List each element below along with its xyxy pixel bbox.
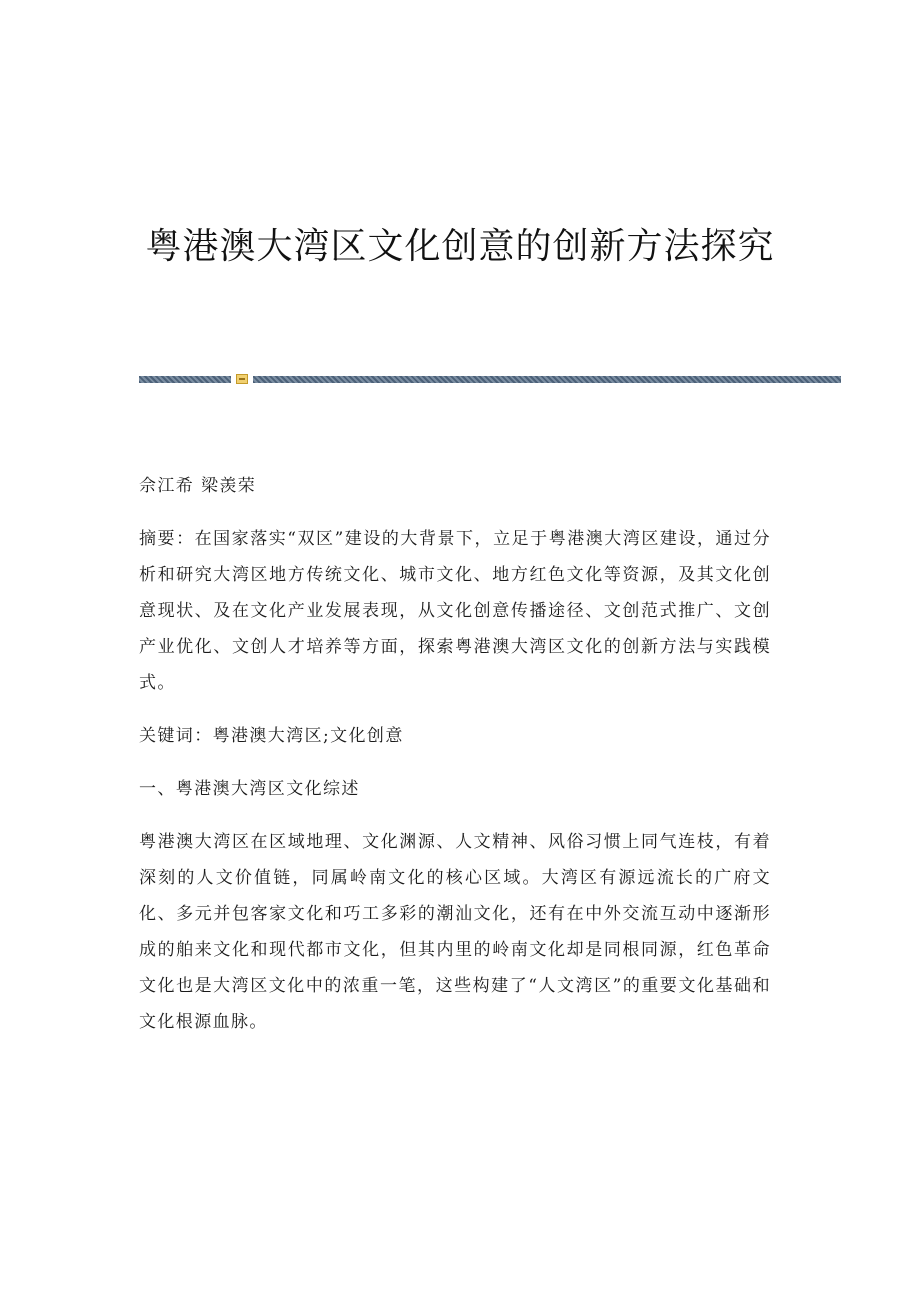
abstract bbox=[139, 521, 771, 701]
abstract-label: 摘要： bbox=[139, 529, 195, 549]
divider-ornament-icon bbox=[236, 374, 248, 384]
keywords bbox=[139, 718, 771, 754]
decorative-divider bbox=[139, 374, 841, 384]
divider-bar-right bbox=[253, 376, 841, 383]
keywords-text: 粤港澳大湾区;文化创意 bbox=[212, 726, 404, 746]
abstract-text: 在国家落实“双区”建设的大背景下，立足于粤港澳大湾区建设，通过分析和研究大湾区地方传统文化、城市文化、地方红色文化等资源，及其文化创意现状、及在文化产业发展表现，从文化创意传播途径、文创范式推广、文创产业优化、文创人才培养等方面，探索粤港澳大湾区文化的创新方法与实践模式。 bbox=[139, 529, 771, 693]
keywords-label: 关键词： bbox=[139, 726, 213, 746]
authors: 佘江希 梁羡荣 bbox=[139, 476, 257, 496]
section-heading: 一、粤港澳大湾区文化综述 bbox=[139, 779, 360, 799]
section-paragraph: 粤港澳大湾区在区域地理、文化渊源、人文精神、风俗习惯上同气连枝，有着深刻的人文价值链，同属岭南文化的核心区域。大湾区有源远流长的广府文化、多元并包客家文化和巧工多彩的潮汕文化，还有在中外交流互动中逐渐形成的舶来文化和现代都市文化，但其内里的岭南文化却是同根同源，红色革命文化也是大湾区文化中的浓重一笔，这些构建了“人文湾区”的重要文化基础和文化根源血脉。 bbox=[139, 832, 771, 1032]
paper-title: 粤港澳大湾区文化创意的创新方法探究 bbox=[145, 226, 775, 267]
divider-bar-left bbox=[139, 376, 231, 383]
paper-body bbox=[139, 468, 771, 1057]
